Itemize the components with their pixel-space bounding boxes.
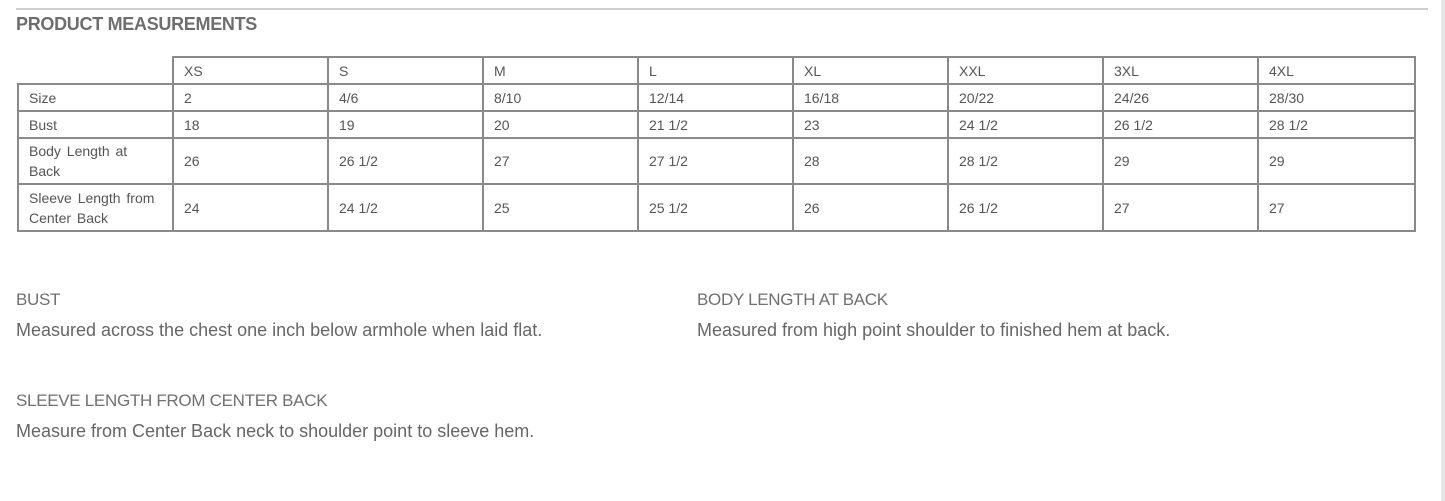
sleeve-length-heading: SLEEVE LENGTH FROM CENTER BACK [16, 391, 328, 410]
row-label: Bust [18, 111, 173, 138]
size-column-header: XL [793, 57, 948, 84]
table-cell: 26 1/2 [948, 184, 1103, 231]
table-cell: 12/14 [638, 84, 793, 111]
table-cell: 24 1/2 [328, 184, 483, 231]
table-cell: 26 [173, 138, 328, 184]
table-row [18, 111, 1415, 138]
body-length-description: Measured from high point shoulder to finished hem at back. [697, 320, 1171, 340]
table-cell: 19 [328, 111, 483, 138]
bust-heading: BUST [16, 290, 61, 309]
table-cell: 28 [793, 138, 948, 184]
table-cell: 24 [173, 184, 328, 231]
table-cell: 23 [793, 111, 948, 138]
size-column-header: M [483, 57, 638, 84]
table-cell: 18 [173, 111, 328, 138]
table-cell: 27 [1103, 184, 1258, 231]
table-cell: 26 [793, 184, 948, 231]
table-cell: 4/6 [328, 84, 483, 111]
table-cell: 28 1/2 [1258, 111, 1415, 138]
size-column-header: L [638, 57, 793, 84]
table-cell: 29 [1258, 138, 1415, 184]
measurements-table [17, 56, 1416, 232]
table-cell: 21 1/2 [638, 111, 793, 138]
body-length-heading: BODY LENGTH AT BACK [697, 290, 888, 309]
table-cell: 20/22 [948, 84, 1103, 111]
table-cell: 2 [173, 84, 328, 111]
page-edge [1441, 0, 1445, 501]
row-label: Body Length at Back [18, 138, 173, 184]
table-cell: 27 [483, 138, 638, 184]
table-cell: 26 1/2 [328, 138, 483, 184]
table-cell: 8/10 [483, 84, 638, 111]
table-cell: 24/26 [1103, 84, 1258, 111]
table-cell: 20 [483, 111, 638, 138]
table-cell: 28 1/2 [948, 138, 1103, 184]
table-corner-cell [18, 57, 173, 84]
size-column-header: 3XL [1103, 57, 1258, 84]
size-column-header: XS [173, 57, 328, 84]
page-title: PRODUCT MEASUREMENTS [16, 14, 258, 34]
table-cell: 25 [483, 184, 638, 231]
table-cell: 25 1/2 [638, 184, 793, 231]
table-header-row [18, 57, 1415, 84]
table-cell: 16/18 [793, 84, 948, 111]
table-cell: 28/30 [1258, 84, 1415, 111]
size-column-header: 4XL [1258, 57, 1415, 84]
table-row [18, 138, 1415, 184]
table-row [18, 184, 1415, 231]
table-cell: 27 [1258, 184, 1415, 231]
bust-description: Measured across the chest one inch below armhole when laid flat. [16, 320, 543, 340]
table-cell: 29 [1103, 138, 1258, 184]
table-cell: 24 1/2 [948, 111, 1103, 138]
top-divider [16, 8, 1428, 10]
table-row [18, 84, 1415, 111]
table-cell: 27 1/2 [638, 138, 793, 184]
row-label: Sleeve Length from Center Back [18, 184, 173, 231]
table-cell: 26 1/2 [1103, 111, 1258, 138]
row-label: Size [18, 84, 173, 111]
sleeve-length-description: Measure from Center Back neck to shoulder point to sleeve hem. [16, 421, 535, 441]
size-column-header: S [328, 57, 483, 84]
size-column-header: XXL [948, 57, 1103, 84]
